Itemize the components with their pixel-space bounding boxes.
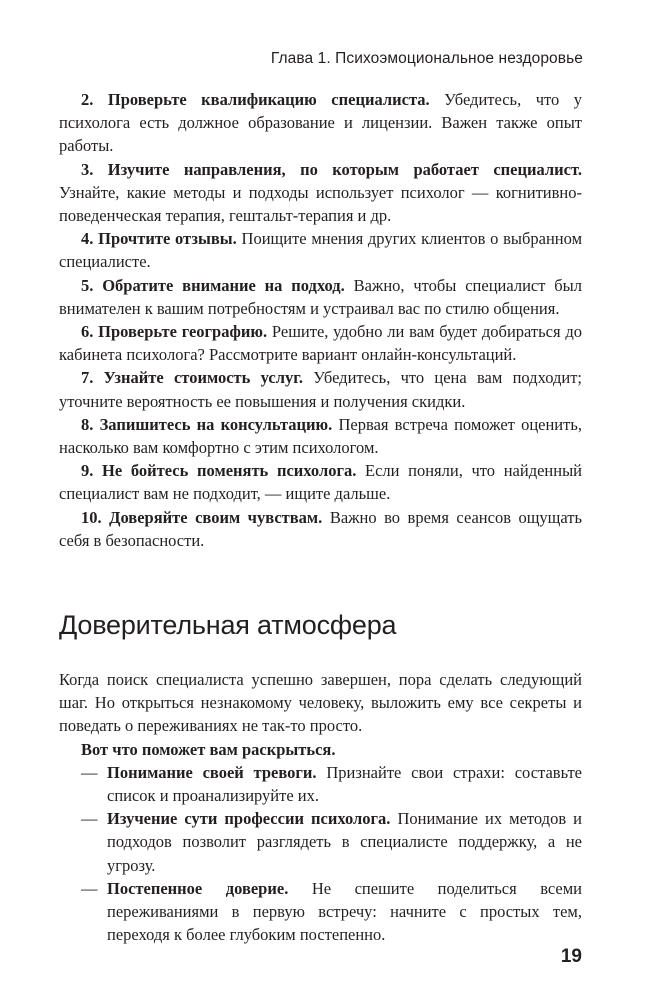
checklist-item-title: 2. Проверьте квалификацию специалиста. (81, 90, 430, 109)
lead-in-text: Вот что поможет вам раскрыться. (81, 739, 336, 759)
intro-paragraph: Когда поиск специалиста успешно завершен, пора сделать следующий шаг. Но открыться незнакомому человеку, выложить ему все секреты и поведать о переживаниях не так-то просто. (59, 670, 582, 736)
checklist-item (59, 88, 582, 158)
checklist-item-title: 9. Не бойтесь поменять психолога. (81, 461, 357, 481)
checklist-item-text: Важно, чтобы специалист был внимателен к вашим потребностям и устраивал вас по стилю общения. (59, 275, 582, 318)
dash-marker: — (81, 809, 98, 829)
checklist-item (59, 227, 582, 273)
checklist-item (59, 274, 582, 320)
checklist-item (59, 320, 582, 366)
checklist-item (59, 506, 582, 552)
dash-marker: — (81, 762, 98, 782)
dash-marker: — (81, 878, 98, 898)
tip-title: Понимание своей тревоги. (107, 762, 317, 782)
section-heading: Доверительная атмосфера (59, 610, 397, 641)
checklist-item-text: Решите, удобно ли вам будет добираться до кабинета психолога? Рассмотрите вариант онлайн-консультаций. (59, 322, 582, 365)
tips-list (59, 761, 582, 947)
checklist-item (59, 158, 582, 228)
checklist-item-text: Если поняли, что найденный специалист вам не подходит, — ищите дальше. (59, 461, 582, 504)
checklist-item (59, 413, 582, 459)
page-body (59, 88, 582, 947)
checklist-item-title: 5. Обратите внимание на подход. (81, 275, 345, 295)
checklist (59, 88, 582, 552)
checklist-item (59, 366, 582, 412)
checklist-item-text: Убедитесь, что цена вам подходит; уточните вероятность ее повышения и получения скидки. (59, 368, 582, 411)
checklist-item-text: Первая встреча поможет оценить, насколько вам комфортно с этим психологом. (59, 414, 582, 458)
checklist-item-title: 4. Прочтите отзывы. (81, 229, 237, 249)
tip-text: Понимание их методов и подходов позволит разглядеть в специалисте поддержку, а не угрозу. (107, 809, 582, 875)
tip-item (59, 807, 582, 877)
checklist-item-title: 10. Доверяйте своим чувствам. (81, 507, 323, 527)
checklist-item-title: 3. Изучите направления, по которым работает специалист. (81, 159, 582, 179)
checklist-item-text: Поищите мнения других клиентов о выбранном специалисте. (59, 229, 583, 272)
page-number: 19 (560, 946, 582, 967)
tip-item (59, 761, 582, 807)
tip-title: Изучение сути профессии психолога. (107, 809, 391, 829)
checklist-item-text: Важно во время сеансов ощущать себя в безопасности. (59, 507, 583, 550)
running-head: Глава 1. Психоэмоциональное нездоровье (270, 50, 583, 67)
checklist-item (59, 459, 582, 505)
checklist-item-title: 6. Проверьте географию. (81, 322, 268, 342)
checklist-item-title: 8. Запишитесь на консультацию. (81, 414, 333, 434)
lead-in (59, 738, 582, 761)
tip-text: Признайте свои страхи: составьте список и проанализируйте их. (107, 762, 582, 806)
checklist-item-title: 7. Узнайте стоимость услуг. (81, 368, 303, 388)
checklist-item-text: Узнайте, какие методы и подходы использует психолог — когнитивно-поведенческая терапия, гештальт-терапия и др. (59, 182, 582, 226)
tip-item (59, 877, 582, 947)
tip-title: Постепенное доверие. (107, 878, 289, 898)
checklist-item-text: Убедитесь, что у психолога есть должное образование и лицензии. Важен также опыт работы. (59, 90, 582, 156)
tip-text: Не спешите поделиться всеми переживаниями в первую встречу: начните с простых тем, переходя к более глубоким постепенно. (107, 878, 583, 945)
